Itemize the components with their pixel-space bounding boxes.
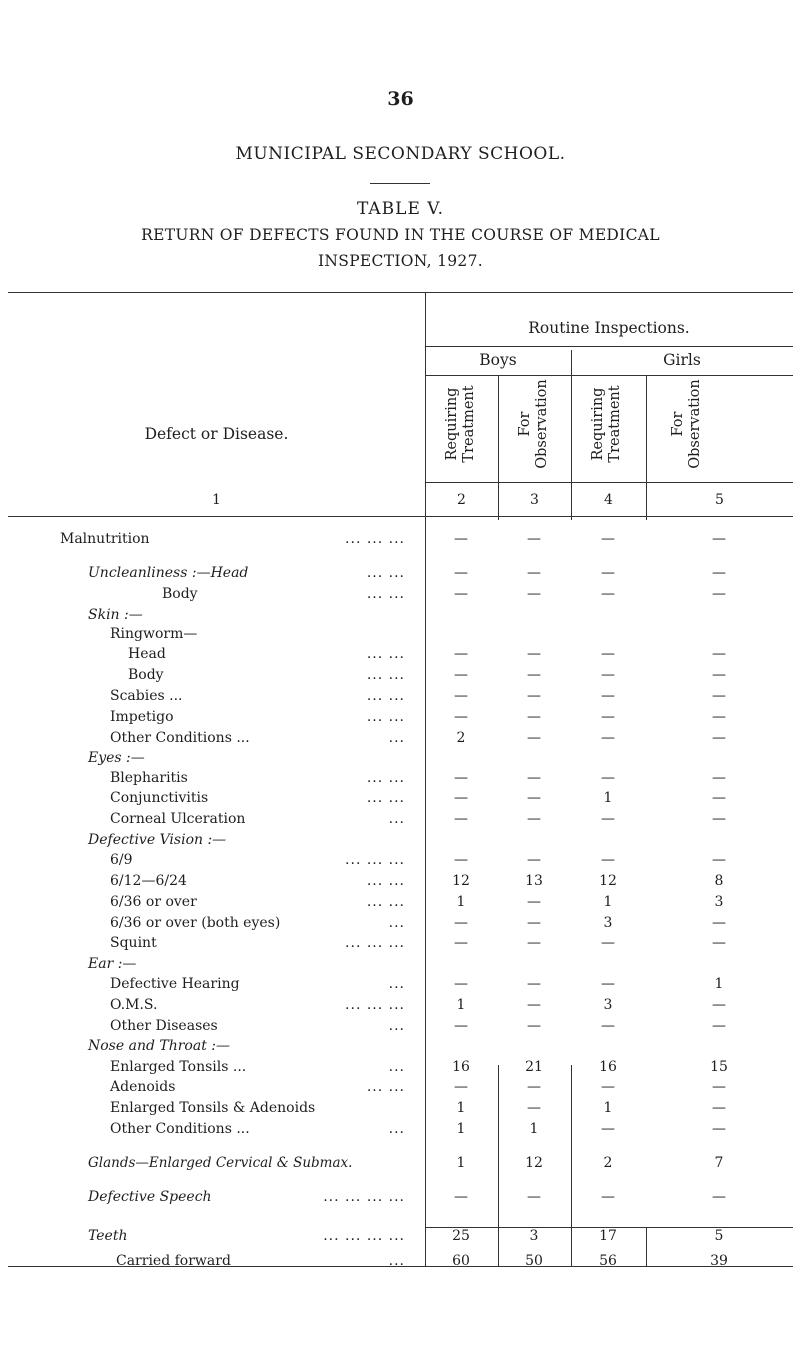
row-value: 2 — [603, 1155, 613, 1171]
row-value: 3 — [529, 1228, 539, 1244]
row-value: — — [454, 852, 468, 868]
row-value: 1 — [603, 790, 613, 806]
row-value: 16 — [599, 1059, 617, 1075]
row-value: — — [527, 915, 541, 931]
boys-header: Boys — [479, 351, 517, 369]
row-value: — — [601, 811, 615, 827]
row-value: — — [601, 852, 615, 868]
row-value: — — [712, 1189, 726, 1205]
col-number-3: 3 — [530, 492, 539, 508]
row-value: 7 — [714, 1155, 724, 1171]
table-title: TABLE V. — [357, 199, 444, 219]
row-value: — — [527, 790, 541, 806]
row-value: — — [454, 935, 468, 951]
row-value: 39 — [710, 1253, 728, 1269]
row-leader-dots: ... ... — [366, 646, 405, 662]
row-value: 56 — [599, 1253, 617, 1269]
row-value: — — [712, 770, 726, 786]
row-value: 3 — [603, 997, 613, 1013]
header-line: Requiring — [590, 387, 606, 461]
row-value: 1 — [456, 894, 466, 910]
row-value: 5 — [714, 1228, 724, 1244]
row-value: 1 — [714, 976, 724, 992]
row-value: 1 — [456, 1155, 466, 1171]
col-number-1: 1 — [212, 492, 221, 508]
col-number-5: 5 — [715, 492, 724, 508]
row-value: — — [527, 894, 541, 910]
row-value: — — [601, 1079, 615, 1095]
header-line: Treatment — [607, 385, 623, 463]
row-value: — — [527, 1018, 541, 1034]
row-value: — — [712, 852, 726, 868]
header-line: Requiring — [444, 387, 460, 461]
row-label: Glands—Enlarged Cervical & Submax. — [88, 1155, 353, 1171]
row-value: 25 — [452, 1228, 470, 1244]
row-label: Ear :— — [88, 956, 137, 972]
row-leader-dots: ... ... ... — [345, 935, 405, 951]
defect-column-header: Defect or Disease. — [144, 425, 289, 443]
row-value: 8 — [714, 873, 724, 889]
row-leader-dots: ... — [388, 976, 405, 992]
boys-requiring-treatment-header — [444, 374, 478, 474]
row-value: — — [454, 565, 468, 581]
row-value: — — [454, 667, 468, 683]
row-value: 12 — [452, 873, 470, 889]
row-value: 12 — [599, 873, 617, 889]
row-value: 1 — [603, 1100, 613, 1116]
row-value: — — [527, 935, 541, 951]
row-value: 17 — [599, 1228, 617, 1244]
row-value: — — [454, 586, 468, 602]
boys-for-observation-header — [517, 374, 551, 474]
row-label: Adenoids — [110, 1079, 176, 1095]
row-label: Other Conditions ... — [110, 730, 250, 746]
row-value: — — [601, 770, 615, 786]
row-label: Head — [128, 646, 166, 662]
row-value: — — [712, 935, 726, 951]
row-label: Corneal Ulceration — [110, 811, 246, 827]
school-heading: MUNICIPAL SECONDARY SCHOOL. — [235, 144, 566, 164]
row-value: — — [527, 1079, 541, 1095]
row-value: 1 — [456, 997, 466, 1013]
row-value: — — [527, 997, 541, 1013]
row-value: — — [454, 646, 468, 662]
row-value: — — [712, 709, 726, 725]
row-value: — — [454, 531, 468, 547]
header-line: Treatment — [461, 385, 477, 463]
row-label: Carried forward — [116, 1253, 231, 1269]
row-leader-dots: ... ... — [366, 586, 405, 602]
row-value: — — [712, 531, 726, 547]
row-value: 13 — [525, 873, 543, 889]
header-line: For — [670, 411, 686, 437]
row-value: 1 — [529, 1121, 539, 1137]
row-leader-dots: ... — [388, 811, 405, 827]
row-value: — — [712, 688, 726, 704]
row-value: — — [601, 586, 615, 602]
row-value: 50 — [525, 1253, 543, 1269]
row-leader-dots: ... ... — [366, 709, 405, 725]
row-value: — — [454, 811, 468, 827]
row-value: — — [527, 1100, 541, 1116]
row-value: — — [601, 1018, 615, 1034]
row-label: Enlarged Tonsils ... — [110, 1059, 247, 1075]
header-line: Observation — [687, 379, 703, 469]
row-value: 1 — [456, 1100, 466, 1116]
row-value: 2 — [456, 730, 466, 746]
row-leader-dots: ... ... ... ... — [323, 1228, 405, 1244]
row-value: — — [712, 667, 726, 683]
row-value: — — [527, 709, 541, 725]
row-value: — — [454, 976, 468, 992]
row-value: — — [601, 1121, 615, 1137]
col-divider-4-lower — [646, 1227, 647, 1266]
routine-inspections-header: Routine Inspections. — [528, 319, 690, 337]
row-value: 16 — [452, 1059, 470, 1075]
row-value: — — [601, 1189, 615, 1205]
col-number-4: 4 — [604, 492, 613, 508]
row-value: 21 — [525, 1059, 543, 1075]
row-label: Body — [128, 667, 164, 683]
row-leader-dots: ... ... — [366, 894, 405, 910]
row-value: — — [601, 531, 615, 547]
row-value: 3 — [603, 915, 613, 931]
row-value: 60 — [452, 1253, 470, 1269]
row-leader-dots: ... ... — [366, 770, 405, 786]
row-value: — — [712, 790, 726, 806]
girls-for-observation-header — [670, 374, 704, 474]
row-value: — — [601, 976, 615, 992]
row-label: Skin :— — [88, 607, 143, 623]
row-value: — — [601, 688, 615, 704]
row-leader-dots: ... ... — [366, 667, 405, 683]
row-value: — — [601, 730, 615, 746]
row-leader-dots: ... — [388, 1253, 405, 1269]
row-label: 6/36 or over (both eyes) — [110, 915, 281, 931]
row-value: — — [527, 646, 541, 662]
row-value: — — [527, 730, 541, 746]
row-leader-dots: ... — [388, 1121, 405, 1137]
row-value: — — [454, 1018, 468, 1034]
row-value: — — [454, 790, 468, 806]
row-value: — — [527, 852, 541, 868]
row-value: — — [712, 1121, 726, 1137]
col-number-2: 2 — [457, 492, 466, 508]
row-value: — — [601, 667, 615, 683]
header-line: For — [517, 411, 533, 437]
row-leader-dots: ... ... — [366, 873, 405, 889]
row-label: 6/9 — [110, 852, 133, 868]
row-value: — — [601, 565, 615, 581]
row-value: — — [454, 1189, 468, 1205]
row-value: — — [712, 1100, 726, 1116]
row-label: Teeth — [88, 1228, 128, 1244]
table-subtitle-line2: INSPECTION, 1927. — [318, 252, 483, 270]
col-number-rule-top — [425, 482, 793, 483]
row-leader-dots: ... — [388, 915, 405, 931]
row-value: — — [454, 770, 468, 786]
group-rule — [425, 346, 793, 347]
row-value: — — [601, 935, 615, 951]
row-value: — — [527, 811, 541, 827]
row-label: Other Diseases — [110, 1018, 218, 1034]
header-line: Observation — [534, 379, 550, 469]
row-label: Defective Hearing — [110, 976, 240, 992]
row-value: — — [712, 646, 726, 662]
row-leader-dots: ... ... — [366, 1079, 405, 1095]
row-label: Body — [162, 586, 198, 602]
page-number: 36 — [387, 88, 414, 110]
row-label: Blepharitis — [110, 770, 188, 786]
row-value: — — [712, 915, 726, 931]
row-value: — — [601, 709, 615, 725]
row-value: 15 — [710, 1059, 728, 1075]
row-leader-dots: ... — [388, 1018, 405, 1034]
row-value: — — [454, 915, 468, 931]
row-label: Defective Vision :— — [88, 832, 227, 848]
row-leader-dots: ... ... ... — [345, 997, 405, 1013]
row-value: 1 — [603, 894, 613, 910]
row-value: 1 — [456, 1121, 466, 1137]
row-value: — — [527, 976, 541, 992]
row-leader-dots: ... ... ... — [345, 852, 405, 868]
col-divider-3-lower — [571, 1065, 572, 1266]
row-label: 6/36 or over — [110, 894, 197, 910]
row-value: — — [527, 667, 541, 683]
girls-requiring-treatment-header — [590, 374, 624, 474]
row-value: — — [527, 770, 541, 786]
row-label: O.M.S. — [110, 997, 158, 1013]
heading-divider — [370, 183, 430, 184]
row-label: Scabies ... — [110, 688, 183, 704]
row-label: Defective Speech — [88, 1189, 212, 1205]
table-top-rule — [8, 292, 793, 293]
row-value: — — [527, 1189, 541, 1205]
row-leader-dots: ... ... — [366, 565, 405, 581]
row-value: — — [712, 811, 726, 827]
row-label: Uncleanliness :—Head — [88, 565, 249, 581]
row-label: Impetigo — [110, 709, 174, 725]
table-subtitle-line1: RETURN OF DEFECTS FOUND IN THE COURSE OF MEDICAL — [141, 226, 660, 244]
row-value: — — [712, 730, 726, 746]
row-value: — — [454, 688, 468, 704]
row-value: — — [712, 565, 726, 581]
row-value: — — [454, 709, 468, 725]
row-value: — — [527, 531, 541, 547]
row-value: 3 — [714, 894, 724, 910]
row-value: — — [601, 646, 615, 662]
row-leader-dots: ... — [388, 1059, 405, 1075]
col-divider-1 — [425, 292, 426, 1266]
row-value: — — [527, 586, 541, 602]
row-value: 12 — [525, 1155, 543, 1171]
row-value: — — [712, 1018, 726, 1034]
row-value: — — [712, 1079, 726, 1095]
row-label: Malnutrition — [60, 531, 150, 547]
row-leader-dots: ... ... — [366, 790, 405, 806]
row-leader-dots: ... ... ... — [345, 531, 405, 547]
row-label: Nose and Throat :— — [88, 1038, 230, 1054]
row-label: Conjunctivitis — [110, 790, 209, 806]
girls-header: Girls — [663, 351, 701, 369]
row-leader-dots: ... ... ... ... — [323, 1189, 405, 1205]
row-label: Other Conditions ... — [110, 1121, 250, 1137]
col-number-rule-bottom — [8, 516, 793, 517]
col-divider-2-lower — [498, 1065, 499, 1266]
row-leader-dots: ... ... — [366, 688, 405, 704]
row-value: — — [712, 997, 726, 1013]
row-label: Enlarged Tonsils & Adenoids — [110, 1100, 316, 1116]
row-value: — — [712, 586, 726, 602]
row-value: — — [454, 1079, 468, 1095]
row-leader-dots: ... — [388, 730, 405, 746]
row-value: — — [527, 688, 541, 704]
row-label: Squint — [110, 935, 157, 951]
row-value: — — [527, 565, 541, 581]
row-label: Eyes :— — [88, 750, 145, 766]
row-label: Ringworm— — [110, 626, 198, 642]
row-label: 6/12—6/24 — [110, 873, 187, 889]
